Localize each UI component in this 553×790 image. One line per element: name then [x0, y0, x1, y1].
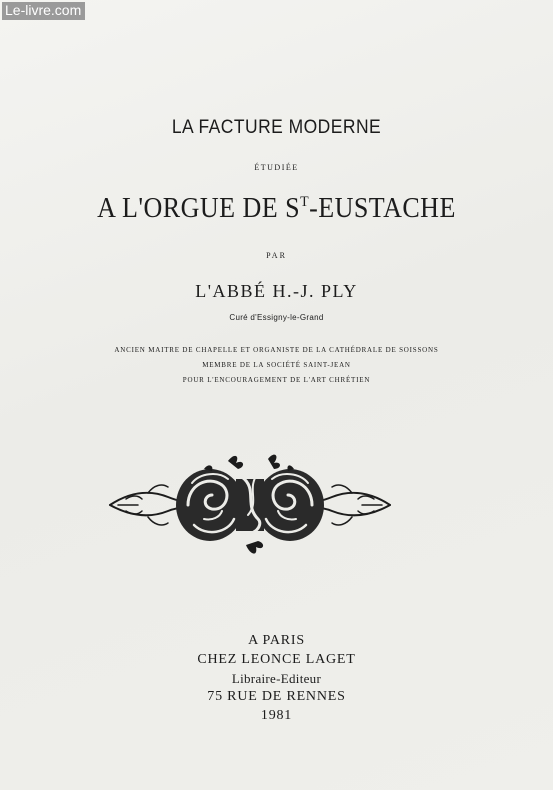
main-title-text: A L'ORGUE DE S — [97, 193, 301, 224]
title-line-1: LA FACTURE MODERNE — [171, 117, 382, 138]
main-title — [19, 193, 533, 225]
watermark: Le-livre.com — [2, 2, 85, 20]
publication-year: 1981 — [260, 708, 293, 723]
floral-ornament-icon — [108, 449, 392, 561]
publisher-house: CHEZ LEONCE LAGET — [197, 652, 356, 667]
publisher-role: Libraire-Editeur — [231, 671, 322, 686]
title-line-2: ÉTUDIÉE — [254, 163, 299, 172]
author-name: L'ABBÉ H.-J. PLY — [195, 281, 358, 301]
main-title-superscript: T — [300, 194, 310, 210]
by-label: PAR — [266, 251, 287, 260]
main-title-tail: -EUSTACHE — [309, 193, 456, 224]
author-position: Curé d'Essigny-le-Grand — [229, 313, 324, 322]
author-credential-2: MEMBRE DE LA SOCIÉTÉ SAINT-JEAN — [202, 361, 351, 369]
publisher-address: 75 RUE DE RENNES — [207, 689, 346, 704]
author-credential-1: ANCIEN MAITRE DE CHAPELLE ET ORGANISTE DE LA CATHÉDRALE DE SOISSONS — [114, 346, 439, 354]
publisher-city: A PARIS — [248, 633, 305, 648]
author-credential-3: POUR L'ENCOURAGEMENT DE L'ART CHRÉTIEN — [182, 376, 371, 384]
